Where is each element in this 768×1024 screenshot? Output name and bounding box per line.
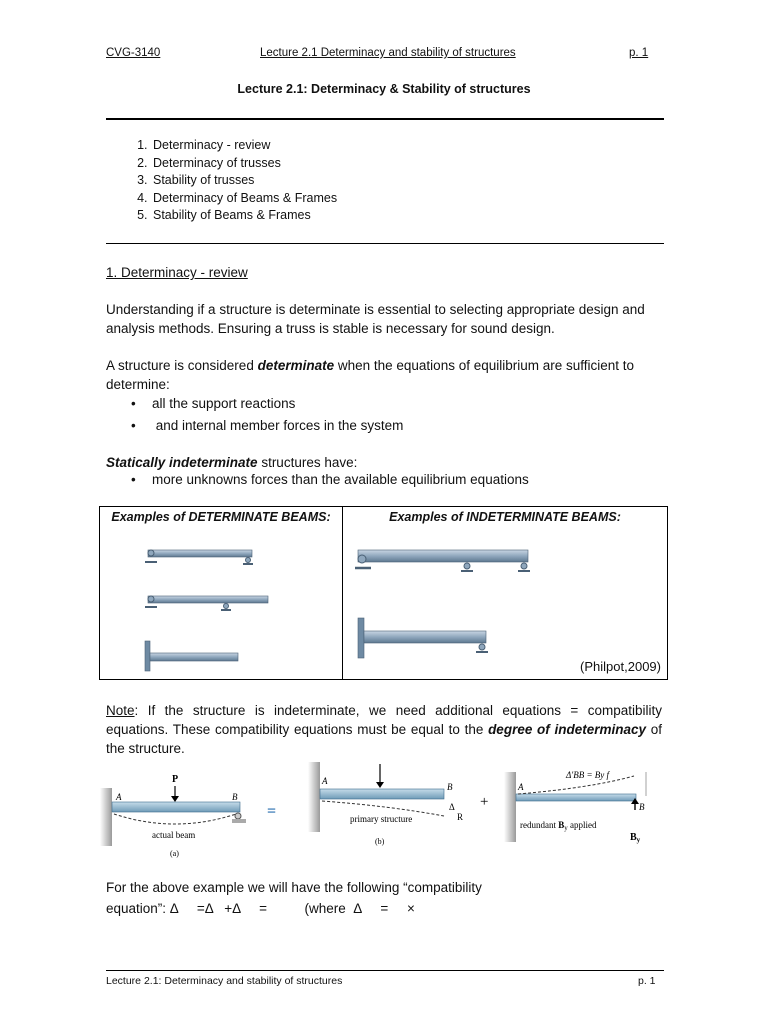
header-lecture: Lecture 2.1 Determinacy and stability of structures [260, 47, 516, 59]
toc-item: 2. Determinacy of trusses [151, 155, 337, 173]
section-heading: 1. Determinacy - review [106, 265, 248, 280]
toc-item: 1. Determinacy - review [151, 137, 337, 155]
note-paragraph: Note: If the structure is indeterminate, we need additional equations = compatibility equations. These compatibility equations must be equal to the degree of indeterminacy of the structure. [106, 703, 662, 756]
toc-item: 4. Determinacy of Beams & Frames [151, 190, 337, 208]
toc-item: 5. Stability of Beams & Frames [151, 207, 337, 225]
bullet-item: • more unknowns forces than the available equilibrium equations [131, 472, 529, 487]
determinate-header: Examples of DETERMINATE BEAMS: [111, 510, 331, 524]
svg-text:redundant By applied: redundant $B_y$ applied [520, 820, 597, 832]
title-divider [106, 118, 664, 120]
toc-item: 3. Stability of trusses [151, 172, 337, 190]
footer-page: p. 1 [638, 975, 656, 987]
beam-drawings [100, 507, 667, 679]
header-page: p. 1 [629, 47, 649, 59]
intro-paragraph: Understanding if a structure is determinate is essential to selecting appropriate design and analysis methods. Ensuring a truss is stable is necessary for sound design. [106, 302, 645, 336]
svg-text:actual beam: actual beam [152, 830, 196, 840]
svg-text:primary structure: primary structure [350, 814, 413, 824]
redundant-diagram [504, 770, 646, 844]
svg-text:Δ'BB = By f: Δ'BB = By f [566, 770, 610, 780]
svg-text:A: A [116, 792, 122, 802]
svg-text:By: $B_y$ [630, 832, 641, 844]
continuous-beam [355, 550, 530, 571]
plus-sign: + [480, 794, 489, 810]
propped-cantilever-beam [358, 618, 488, 658]
primary-structure-diagram [308, 762, 463, 846]
citation: (Philpot,2009) [580, 659, 661, 674]
svg-text:A: A [322, 776, 328, 786]
indeterminate-paragraph: Statically indeterminate structures have: [106, 455, 358, 470]
overhang-beam [145, 596, 268, 610]
svg-text:B: B [639, 802, 645, 812]
actual-beam-diagram [100, 774, 246, 858]
load-label: P [172, 774, 179, 785]
page-title: Lecture 2.1: Determinacy & Stability of structures [237, 82, 531, 96]
header-course: CVG-3140 [106, 47, 161, 59]
svg-text:(b): (b) [375, 837, 385, 846]
svg-text:B: B [232, 792, 238, 802]
bullet-item: • and internal member forces in the system [131, 418, 404, 433]
compatibility-equation: equation”: Δ =Δ +Δ = (where Δ = × [106, 901, 415, 916]
equals-sign: = [267, 803, 277, 820]
footer-divider [106, 970, 664, 971]
beam-examples-table [99, 506, 668, 680]
bullet-item: • all the support reactions [131, 396, 296, 411]
svg-text:A: A [518, 782, 524, 792]
closing-line-1: For the above example we will have the following “compatibility [106, 880, 482, 895]
svg-text:Δ: Δ [449, 802, 455, 812]
svg-text:R: R [457, 812, 464, 822]
cantilever-beam [145, 641, 238, 671]
svg-text:B: B [447, 782, 453, 792]
toc-divider [106, 243, 664, 244]
indeterminate-header: Examples of INDETERMINATE BEAMS: [389, 510, 621, 524]
superposition-figure [100, 762, 660, 870]
table-of-contents [106, 137, 337, 225]
simply-supported-beam [145, 550, 253, 564]
footer-title: Lecture 2.1: Determinacy and stability of structures [106, 975, 343, 987]
determinate-paragraph: A structure is considered determinate when the equations of equilibrium are sufficient to determine: [106, 358, 635, 392]
svg-text:(a): (a) [170, 849, 179, 858]
